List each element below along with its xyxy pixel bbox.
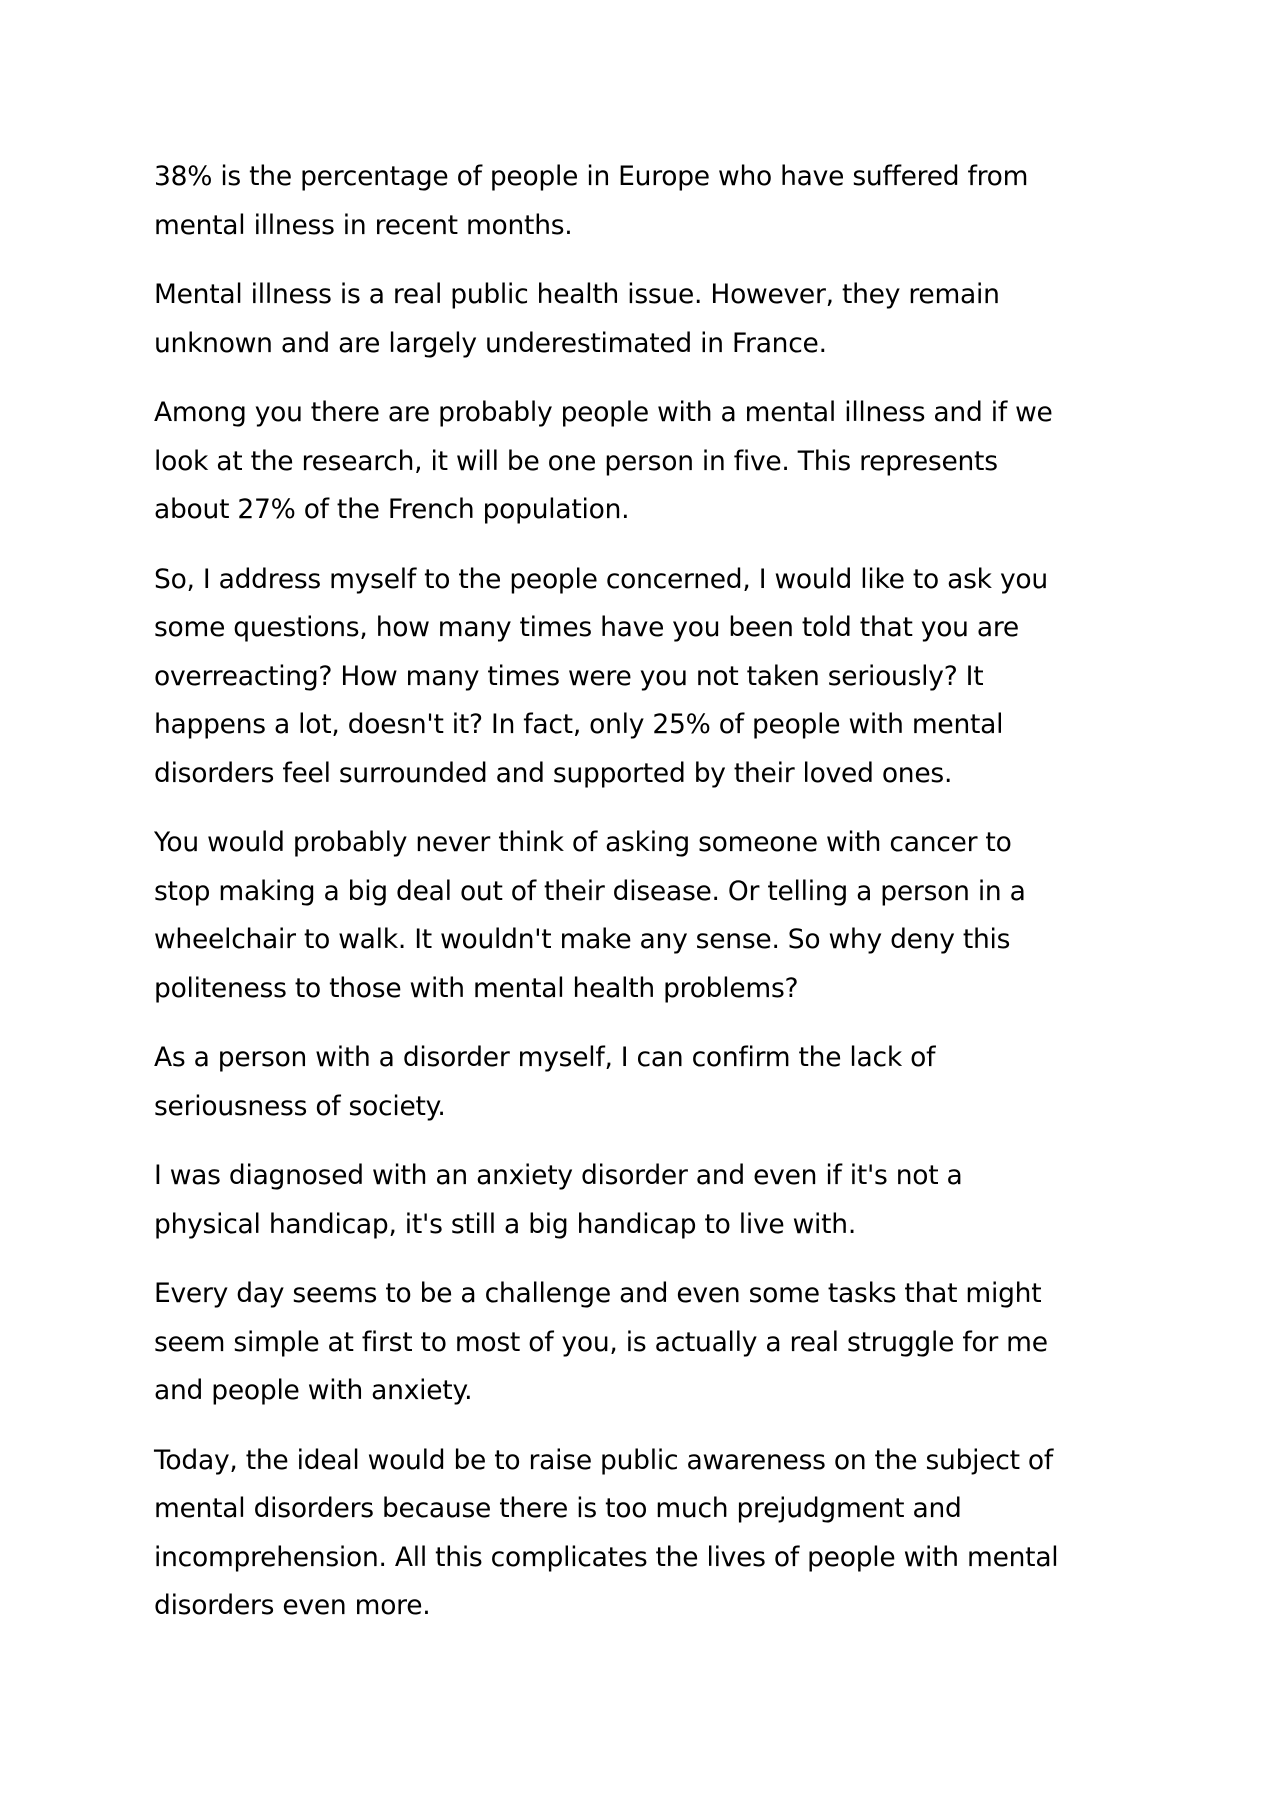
text-line: Mental illness is a real public health issue. However, they remain [154,279,1000,310]
text-line: physical handicap, it's still a big handicap to live with. [154,1208,856,1240]
text-line: disorders feel surrounded and supported by their loved ones. [154,757,953,789]
text-line: happens a lot, doesn't it? In fact, only 25% of people with mental [154,709,1004,740]
text-line: wheelchair to walk. It wouldn't make any sense. So why deny this [154,924,1011,955]
paragraph-9 [154,1437,1154,1631]
text-line: unknown and are largely underestimated in France. [154,327,827,359]
text-line: look at the research, it will be one person in five. This represents [154,445,998,477]
text-line: some questions, how many times have you been told that you are [154,612,1019,643]
text-line: You would probably never think of asking someone with cancer to [154,827,1012,858]
paragraph-1 [154,153,1154,250]
text-line: Today, the ideal would be to raise public awareness on the subject of [154,1444,1053,1476]
paragraph-4 [154,556,1154,799]
text-line: disorders even more. [154,1590,431,1621]
text-line: Every day seems to be a challenge and even some tasks that might [154,1278,1042,1309]
text-line: mental disorders because there is too much prejudgment and [154,1493,962,1524]
paragraph-8 [154,1270,1154,1416]
text-line: stop making a big deal out of their disease. Or telling a person in a [154,875,1026,907]
text-line: Among you there are probably people with a mental illness and if we [154,397,1053,428]
text-line: about 27% of the French population. [154,494,630,525]
text-line: and people with anxiety. [154,1375,473,1406]
text-line: mental illness in recent months. [154,209,573,241]
text-line: I was diagnosed with an anxiety disorder and even if it's not a [154,1160,963,1191]
document-body [154,153,1154,1652]
text-line: As a person with a disorder myself, I can confirm the lack of [154,1042,936,1073]
text-line: seem simple at first to most of you, is actually a real struggle for me [154,1326,1048,1358]
text-line: So, I address myself to the people concerned, I would like to ask you [154,563,1048,595]
paragraph-7 [154,1152,1154,1249]
text-line: 38% is the percentage of people in Europe who have suffered from [154,161,1029,192]
paragraph-6 [154,1034,1154,1131]
text-line: politeness to those with mental health problems? [154,972,799,1004]
paragraph-2 [154,271,1154,368]
text-line: seriousness of society. [154,1090,446,1122]
text-line: overreacting? How many times were you not taken seriously? It [154,660,984,692]
paragraph-5 [154,819,1154,1013]
paragraph-3 [154,389,1154,535]
text-line: incomprehension. All this complicates the lives of people with mental [154,1541,1059,1573]
